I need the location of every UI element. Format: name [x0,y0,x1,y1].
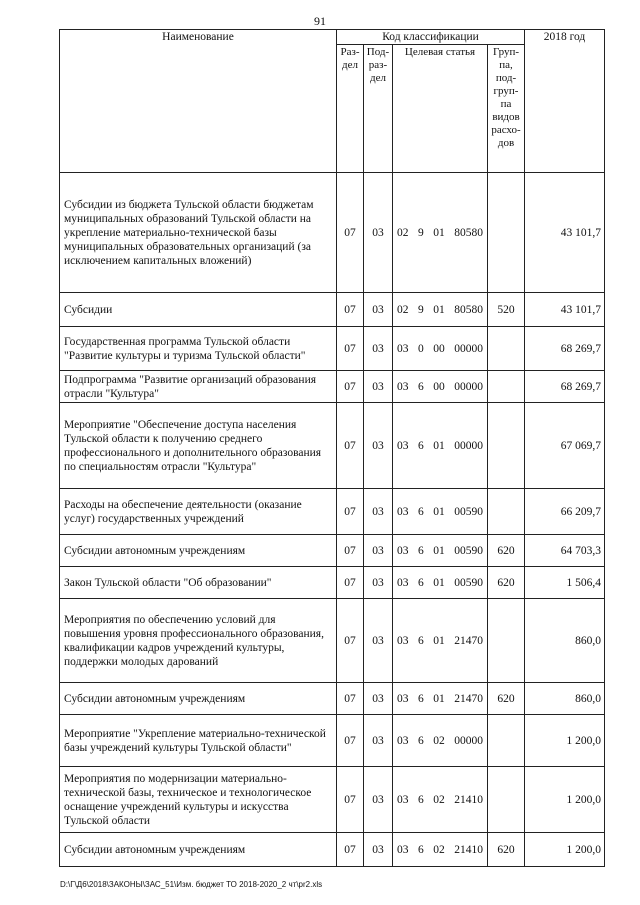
row-target-code [393,599,488,683]
row-target-code [393,833,488,867]
code-program: 03 [397,576,409,589]
table-row [60,293,605,327]
row-group: 520 [488,293,525,327]
code-subprogram: 9 [418,303,424,316]
row-podrazdel: 03 [364,327,393,371]
code-program: 03 [397,505,409,518]
table-row [60,833,605,867]
code-direction: 21470 [454,692,483,705]
table-body [60,173,605,867]
row-amount: 66 209,7 [525,489,605,535]
code-subprogram: 6 [418,576,424,589]
row-podrazdel: 03 [364,599,393,683]
code-subprogram: 6 [418,634,424,647]
code-direction: 21470 [454,634,483,647]
header-name: Наименование [60,30,337,173]
code-event: 01 [433,439,445,452]
code-direction: 00000 [454,439,483,452]
row-target-code [393,767,488,833]
row-target-code [393,293,488,327]
row-target-code [393,327,488,371]
code-program: 02 [397,226,409,239]
row-razdel: 07 [337,683,364,715]
row-target-code [393,567,488,599]
row-name: Субсидии автономным учреждениям [60,683,337,715]
row-amount: 1 200,0 [525,833,605,867]
row-razdel: 07 [337,293,364,327]
file-path-footer: D:\Г\Д6\2018\ЗАКОНЫ\ЗАС_51\Изм. бюджет ТО 2018-2020_2 чт\pr2.xls [60,880,323,889]
row-name: Мероприятия по обеспечению условий для повышения уровня профессионального образования, квалификации кадров учреждений культуры, поддержки молодых дарований [60,599,337,683]
row-amount: 1 506,4 [525,567,605,599]
row-razdel: 07 [337,715,364,767]
row-target-code [393,371,488,403]
code-direction: 00590 [454,544,483,557]
code-program: 03 [397,439,409,452]
table-row [60,327,605,371]
row-name: Субсидии из бюджета Тульской области бюджетам муниципальных образований Тульской области на укрепление материально-технической базы муниципальных образовательных организаций (за исключением капитальных вложений) [60,173,337,293]
code-event: 01 [433,692,445,705]
code-subprogram: 6 [418,734,424,747]
row-podrazdel: 03 [364,173,393,293]
code-event: 02 [433,793,445,806]
row-target-code [393,403,488,489]
code-program: 03 [397,544,409,557]
code-direction: 21410 [454,793,483,806]
row-group [488,371,525,403]
row-group: 620 [488,833,525,867]
code-program: 03 [397,342,409,355]
code-direction: 00000 [454,342,483,355]
code-event: 00 [433,380,445,393]
row-podrazdel: 03 [364,371,393,403]
code-event: 01 [433,303,445,316]
row-group [488,489,525,535]
row-name: Подпрограмма "Развитие организаций образования отрасли "Культура" [60,371,337,403]
row-name: Субсидии автономным учреждениям [60,833,337,867]
row-name: Расходы на обеспечение деятельности (оказание услуг) государственных учреждений [60,489,337,535]
row-name: Государственная программа Тульской области "Развитие культуры и туризма Тульской области" [60,327,337,371]
row-amount: 1 200,0 [525,715,605,767]
row-podrazdel: 03 [364,293,393,327]
code-program: 03 [397,793,409,806]
code-direction: 00590 [454,576,483,589]
row-razdel: 07 [337,403,364,489]
code-direction: 80580 [454,303,483,316]
row-amount: 43 101,7 [525,173,605,293]
row-name: Субсидии автономным учреждениям [60,535,337,567]
row-razdel: 07 [337,173,364,293]
row-amount: 1 200,0 [525,767,605,833]
table-row [60,599,605,683]
code-event: 01 [433,505,445,518]
code-program: 03 [397,692,409,705]
row-target-code [393,683,488,715]
header-year: 2018 год [525,30,605,173]
code-direction: 00590 [454,505,483,518]
code-event: 02 [433,734,445,747]
row-name: Мероприятия по модернизации материально-технической базы, техническое и технологическое оснащение учреждений культуры и искусства Тульской области [60,767,337,833]
row-razdel: 07 [337,489,364,535]
row-razdel: 07 [337,371,364,403]
code-event: 00 [433,342,445,355]
header-classification: Код классификации [337,30,525,45]
table-row [60,767,605,833]
row-group [488,715,525,767]
row-razdel: 07 [337,599,364,683]
table-row [60,173,605,293]
row-podrazdel: 03 [364,403,393,489]
header-target: Целевая статья [393,45,488,173]
row-target-code [393,535,488,567]
row-razdel: 07 [337,767,364,833]
code-event: 01 [433,576,445,589]
row-amount: 860,0 [525,683,605,715]
code-subprogram: 6 [418,793,424,806]
row-group [488,173,525,293]
row-name: Закон Тульской области "Об образовании" [60,567,337,599]
code-direction: 21410 [454,843,483,856]
row-podrazdel: 03 [364,833,393,867]
row-podrazdel: 03 [364,567,393,599]
code-subprogram: 6 [418,505,424,518]
row-amount: 64 703,3 [525,535,605,567]
row-name: Мероприятие "Укрепление материально-технической базы учреждений культуры Тульской области" [60,715,337,767]
page-number: 91 [314,14,326,28]
row-podrazdel: 03 [364,715,393,767]
row-target-code [393,173,488,293]
row-target-code [393,489,488,535]
header-group: Груп- па, под- груп- па видов расхо- дов [488,45,525,173]
row-group [488,767,525,833]
row-amount: 68 269,7 [525,371,605,403]
row-podrazdel: 03 [364,767,393,833]
row-name: Субсидии [60,293,337,327]
code-event: 01 [433,634,445,647]
table-row [60,489,605,535]
row-group: 620 [488,535,525,567]
row-amount: 43 101,7 [525,293,605,327]
row-name: Мероприятие "Обеспечение доступа населения Тульской области к получению среднего профессионального и дополнительного образования по специальностям отрасли "Культура" [60,403,337,489]
row-group: 620 [488,567,525,599]
table-row [60,683,605,715]
table-row [60,567,605,599]
row-razdel: 07 [337,327,364,371]
table-row [60,403,605,489]
code-program: 02 [397,303,409,316]
row-group [488,403,525,489]
code-event: 01 [433,226,445,239]
header-subsection: Под- раз- дел [364,45,393,173]
row-group [488,599,525,683]
table-row [60,535,605,567]
row-amount: 68 269,7 [525,327,605,371]
row-group [488,327,525,371]
code-subprogram: 6 [418,380,424,393]
row-amount: 860,0 [525,599,605,683]
code-program: 03 [397,634,409,647]
code-subprogram: 9 [418,226,424,239]
table-row [60,715,605,767]
code-direction: 80580 [454,226,483,239]
code-event: 01 [433,544,445,557]
row-amount: 67 069,7 [525,403,605,489]
code-program: 03 [397,843,409,856]
row-podrazdel: 03 [364,489,393,535]
row-razdel: 07 [337,567,364,599]
row-razdel: 07 [337,833,364,867]
row-podrazdel: 03 [364,683,393,715]
row-razdel: 07 [337,535,364,567]
code-direction: 00000 [454,734,483,747]
table-row [60,371,605,403]
code-program: 03 [397,380,409,393]
code-subprogram: 0 [418,342,424,355]
header-section: Раз- дел [337,45,364,173]
code-direction: 00000 [454,380,483,393]
code-event: 02 [433,843,445,856]
row-target-code [393,715,488,767]
row-podrazdel: 03 [364,535,393,567]
code-subprogram: 6 [418,439,424,452]
code-subprogram: 6 [418,843,424,856]
code-program: 03 [397,734,409,747]
budget-table [59,29,605,867]
row-group: 620 [488,683,525,715]
code-subprogram: 6 [418,544,424,557]
code-subprogram: 6 [418,692,424,705]
